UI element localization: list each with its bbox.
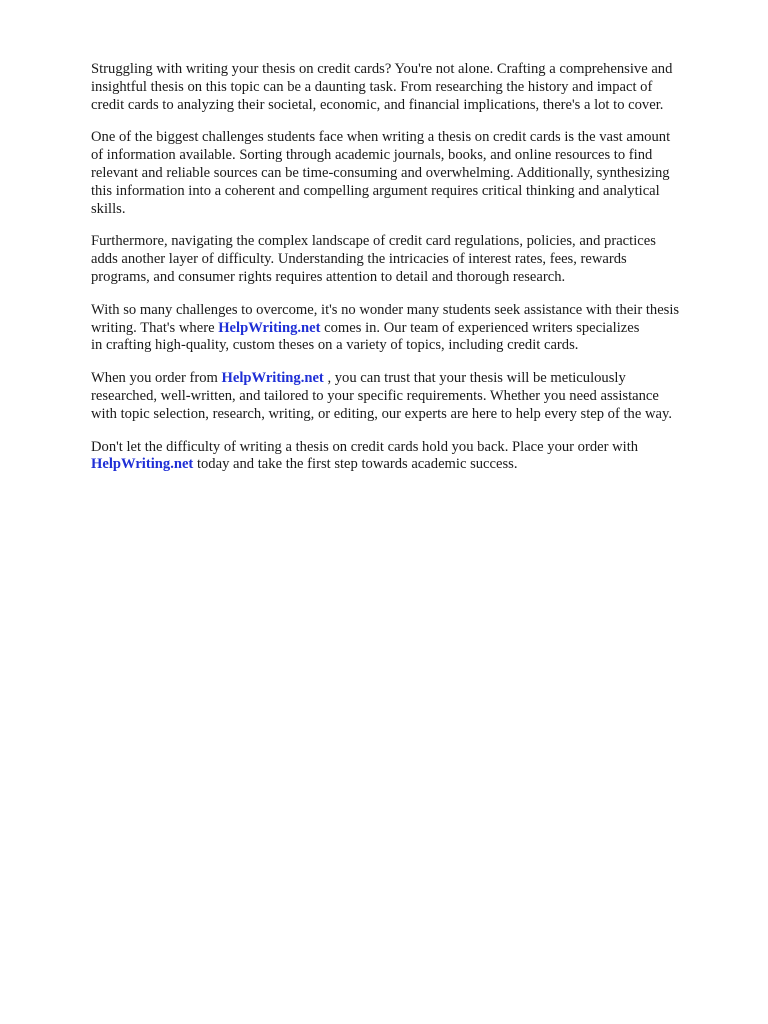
helpwriting-link-2[interactable]: HelpWriting.net [221, 370, 324, 387]
paragraph-regulations: Furthermore, navigating the complex landscape of credit card regulations, policies, and practices adds another layer of difficulty. Understanding the intricacies of interest rates, fees, rewards programs, and consumer rights requires attention to detail and thorough research. [91, 233, 656, 285]
paragraph-call-to-action [91, 439, 731, 475]
paragraph-assistance [91, 302, 731, 355]
paragraph-cta-text-before: Don't let the difficulty of writing a thesis on credit cards hold you back. Place your order with [91, 438, 639, 455]
paragraph-assistance-text-before: With so many challenges to overcome, it's no wonder many students seek assistance with their thesis writing. That's where [91, 301, 680, 336]
paragraph-assistance-text-after: comes in. Our team of experienced writers specializes in crafting high-quality, custom theses on a variety of topics, including credit cards. [91, 319, 640, 354]
paragraph-cta-text-after: today and take the first step towards academic success. [193, 456, 518, 473]
paragraph-intro: Struggling with writing your thesis on credit cards? You're not alone. Crafting a comprehensive and insightful thesis on this topic can be a daunting task. From researching the history and impact of credit cards to analyzing their societal, economic, and financial implications, there's a lot to cover. [91, 61, 673, 113]
paragraph-order [91, 370, 731, 423]
document-page [91, 61, 731, 489]
helpwriting-link-3[interactable]: HelpWriting.net [91, 456, 194, 473]
paragraph-order-text-before: When you order from [91, 370, 222, 387]
paragraph-challenges: One of the biggest challenges students face when writing a thesis on credit cards is the vast amount of information available. Sorting through academic journals, books, and online resources to find relevant and reliable sources can be time-consuming and overwhelming. Additionally, synthesizing this information into a coherent and compelling argument requires critical thinking and analytical skills. [91, 129, 671, 217]
helpwriting-link-1[interactable]: HelpWriting.net [218, 319, 321, 336]
paragraph-order-text-after: , you can trust that your thesis will be meticulously researched, well-written, and tailored to your specific requirements. Whether you need assistance with topic selection, research, writing, or editing, our experts are here to help every step of the way. [91, 370, 672, 422]
